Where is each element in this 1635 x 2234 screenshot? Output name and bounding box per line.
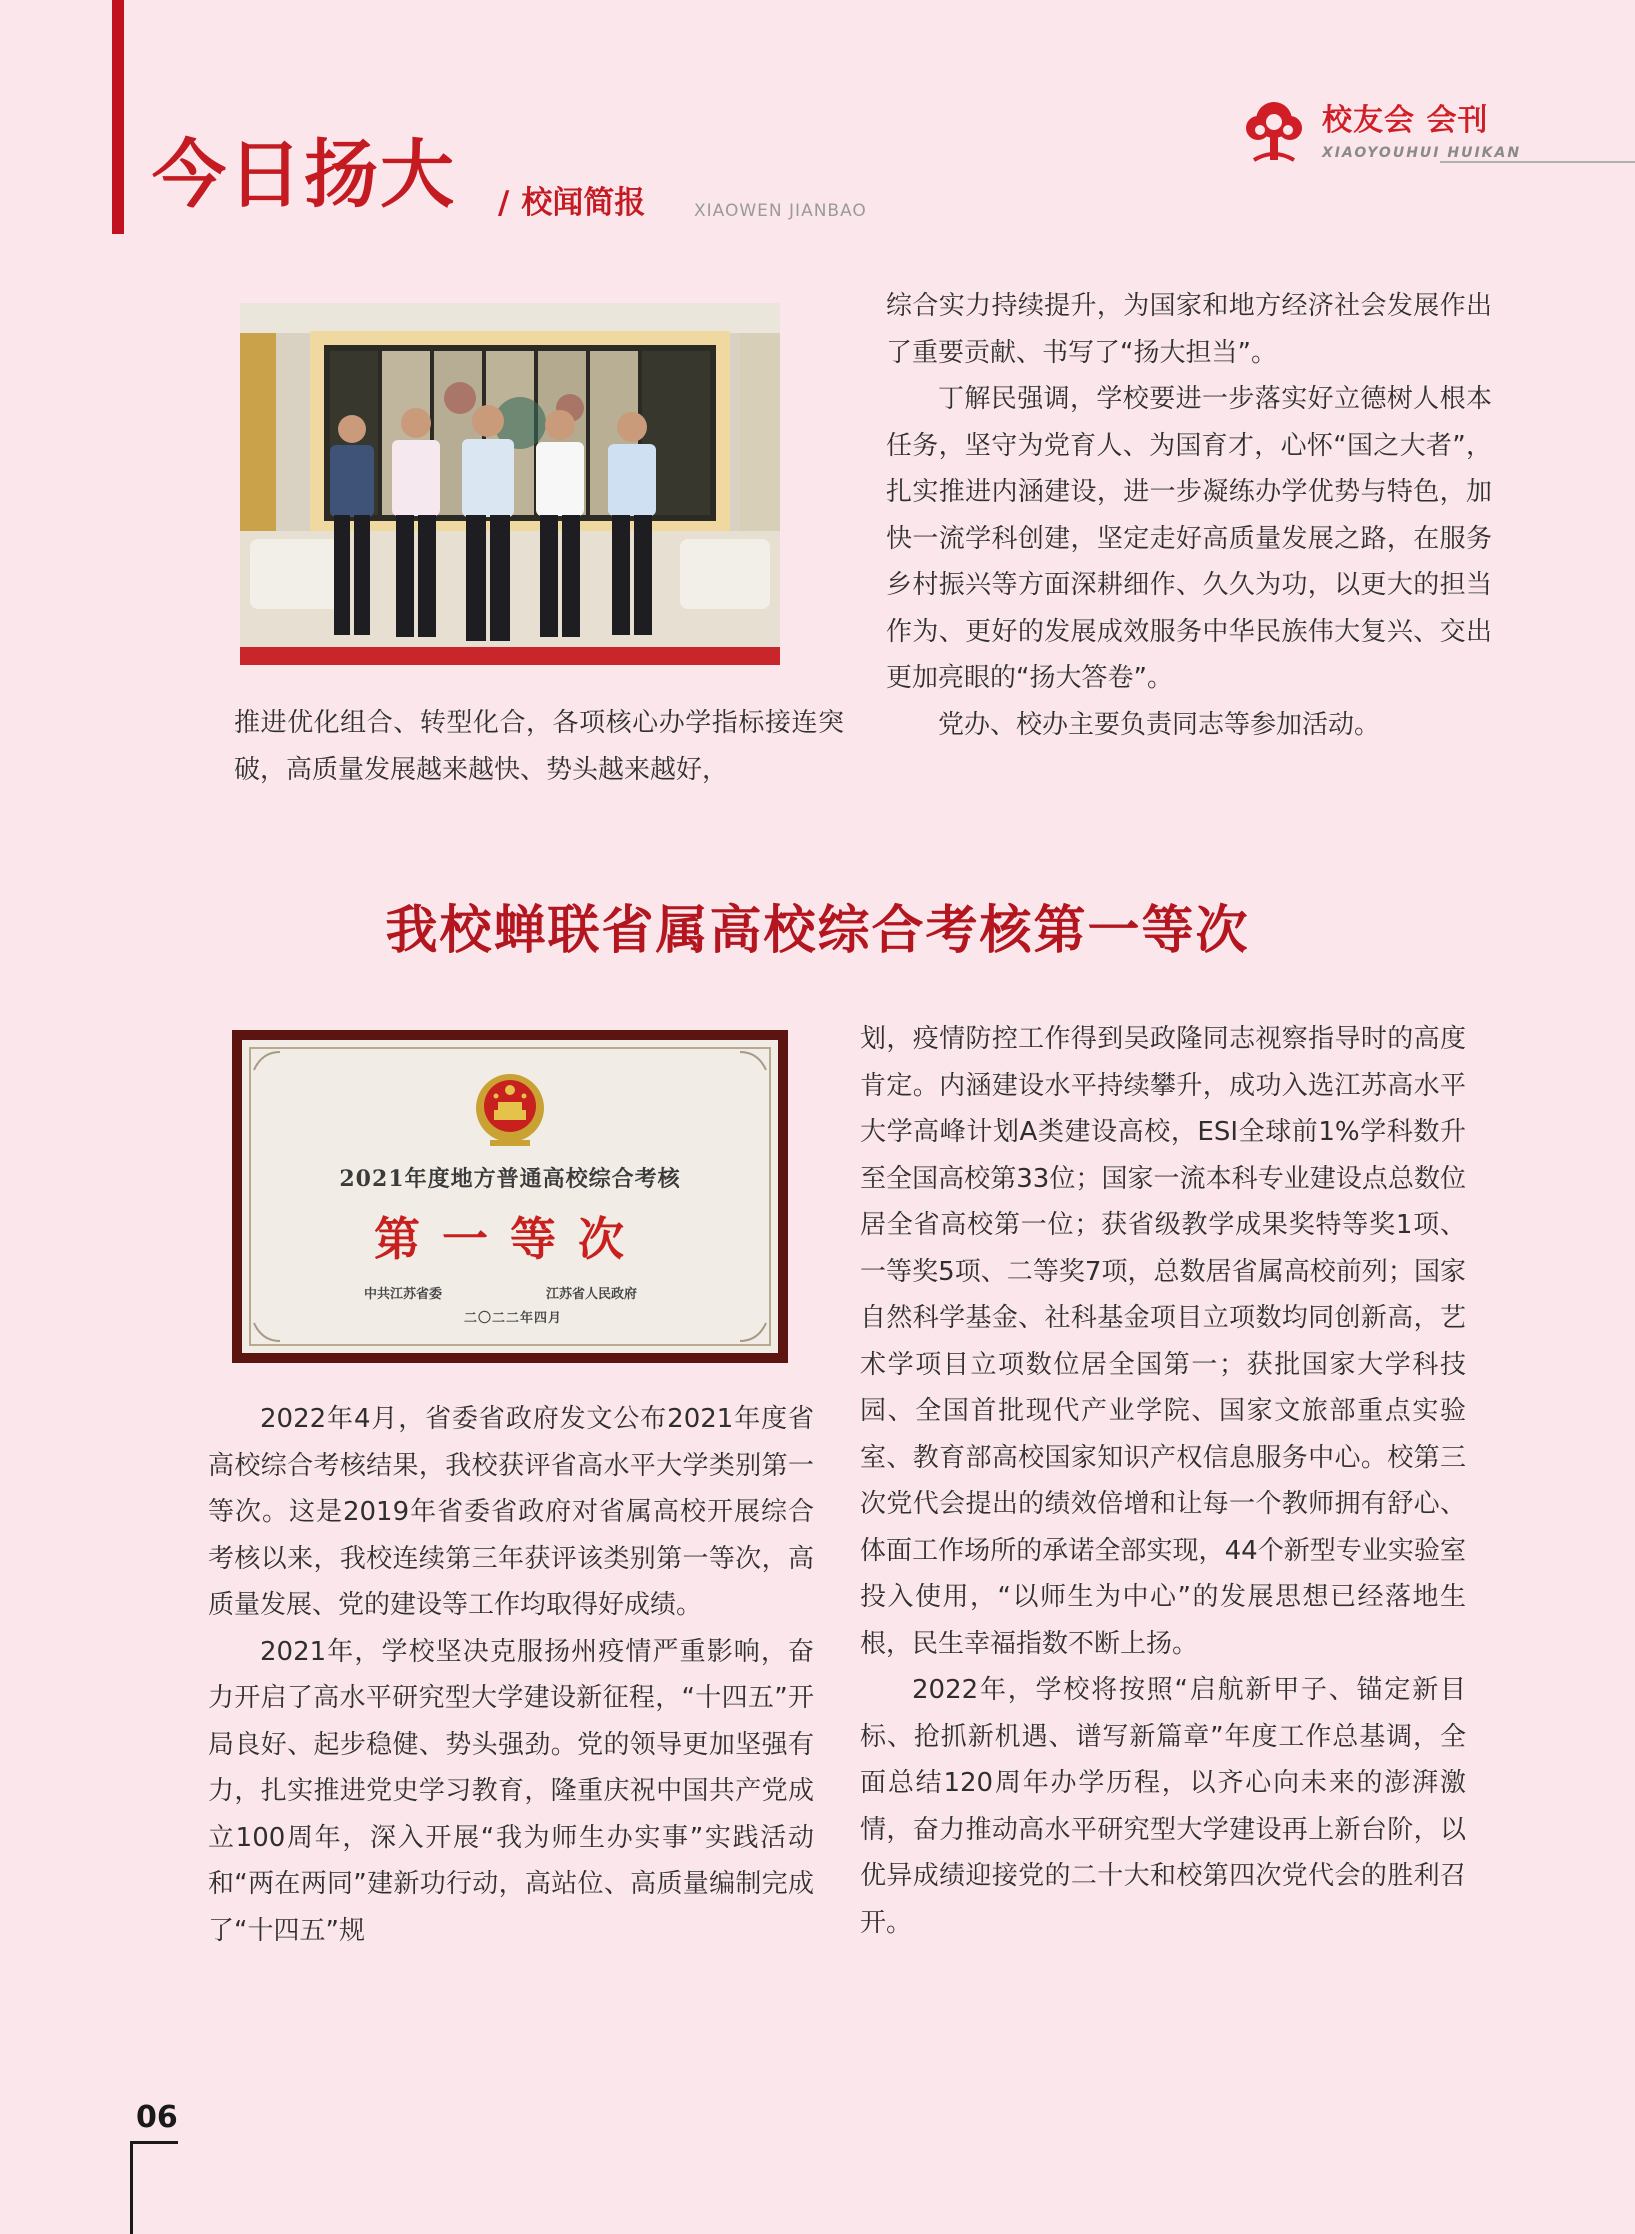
article2-left-column bbox=[208, 1396, 814, 1954]
certificate-issuer-government: 江苏省人民政府 bbox=[546, 1287, 638, 1302]
certificate-issuer-party: 中共江苏省委 bbox=[364, 1287, 443, 1302]
article2-right-paragraph: 划，疫情防控工作得到吴政隆同志视察指导时的高度肯定。内涵建设水平持续攀升，成功入选江苏高水平大学高峰计划A类建设高校，ESI全球前1%学科数升至全国高校第33位；国家一流本科专业建设点总数位居全省高校第一位；获省级教学成果奖特等奖1项、一等奖5项、二等奖7项，总数居省属高校前列；国家自然科学基金、社科基金项目立项数均同创新高，艺术学项目立项数位居全国第一；获批国家大学科技园、全国首批现代产业学院、国家文旅部重点实验室、教育部高校国家知识产权信息服务中心。校第三次党代会提出的绩效倍增和让每一个教师拥有舒心、体面工作场所的承诺全部实现，44个新型专业实验室投入使用，“以师生为中心”的发展思想已经落地生根，民生幸福指数不断上扬。 bbox=[860, 1024, 1466, 1659]
article1-right-paragraph: 综合实力持续提升，为国家和地方经济社会发展作出了重要贡献、书写了“扬大担当”。 bbox=[886, 291, 1492, 368]
title-slash: / bbox=[498, 185, 510, 221]
section-subtitle bbox=[498, 185, 646, 221]
magazine-title: 校友会 会刊 bbox=[1322, 103, 1489, 138]
article1-right-paragraph: 党办、校办主要负责同志等参加活动。 bbox=[938, 709, 1381, 740]
header-divider bbox=[1440, 161, 1635, 163]
certificate-grade: 第一等次 bbox=[374, 1212, 646, 1266]
header-accent-bar bbox=[112, 0, 124, 234]
alumni-logo-icon bbox=[1240, 98, 1308, 164]
article2-right-paragraph: 2022年，学校将按照“启航新甲子、锚定新目标、抢抓新机遇、谱写新篇章”年度工作总基调，全面总结120周年办学历程，以齐心向未来的澎湃激情，奋力推动高水平研究型大学建设再上新台阶，以优异成绩迎接党的二十大和校第四次党代会的胜利召开。 bbox=[860, 1675, 1466, 1938]
assessment-certificate bbox=[232, 1030, 788, 1363]
article2-left-paragraph: 2022年4月，省委省政府发文公布2021年度省高校综合考核结果，我校获评省高水平大学类别第一等次。这是2019年省委省政府对省属高校开展综合考核以来，我校连续第三年获评该类别第一等次，高质量发展、党的建设等工作均取得好成绩。 bbox=[208, 1404, 814, 1620]
leaders-group-photo bbox=[240, 303, 780, 665]
page-number: 06 bbox=[136, 2100, 178, 2135]
footer-corner-line bbox=[130, 2141, 133, 2234]
article1-left-column bbox=[234, 700, 844, 793]
section-subtitle-text: 校闻简报 bbox=[521, 185, 646, 221]
section-title: 今日扬大 bbox=[152, 132, 456, 218]
magazine-pinyin: XIAOYOUHUI HUIKAN bbox=[1322, 145, 1522, 161]
footer-corner-line bbox=[130, 2141, 178, 2144]
article1-right-paragraph: 丁解民强调，学校要进一步落实好立德树人根本任务，坚守为党育人、为国育才，心怀“国之大者”，扎实推进内涵建设，进一步凝练办学优势与特色，加快一流学科创建，坚定走好高质量发展之路，在服务乡村振兴等方面深耕细作、久久为功，以更大的担当作为、更好的发展成效服务中华民族伟大复兴、交出更加亮眼的“扬大答卷”。 bbox=[886, 384, 1492, 693]
certificate-title: 2021年度地方普通高校综合考核 bbox=[339, 1166, 681, 1192]
article1-right-column bbox=[886, 283, 1492, 748]
article2-left-paragraph: 2021年，学校坚决克服扬州疫情严重影响，奋力开启了高水平研究型大学建设新征程，“十四五”开局良好、起步稳健、势头强劲。党的领导更加坚强有力，扎实推进党史学习教育，隆重庆祝中国共产党成立100周年，深入开展“我为师生办实事”实践活动和“两在两同”建新功行动，高站位、高质量编制完成了“十四五”规 bbox=[208, 1636, 814, 1946]
certificate-date: 二〇二二年四月 bbox=[464, 1311, 563, 1326]
section-pinyin: XIAOWEN JIANBAO bbox=[694, 201, 867, 221]
article2-title: 我校蝉联省属高校综合考核第一等次 bbox=[385, 900, 1250, 961]
article2-right-column bbox=[860, 1016, 1466, 1946]
article1-left-paragraph: 推进优化组合、转型化合，各项核心办学指标接连突破，高质量发展越来越快、势头越来越好， bbox=[234, 708, 844, 785]
